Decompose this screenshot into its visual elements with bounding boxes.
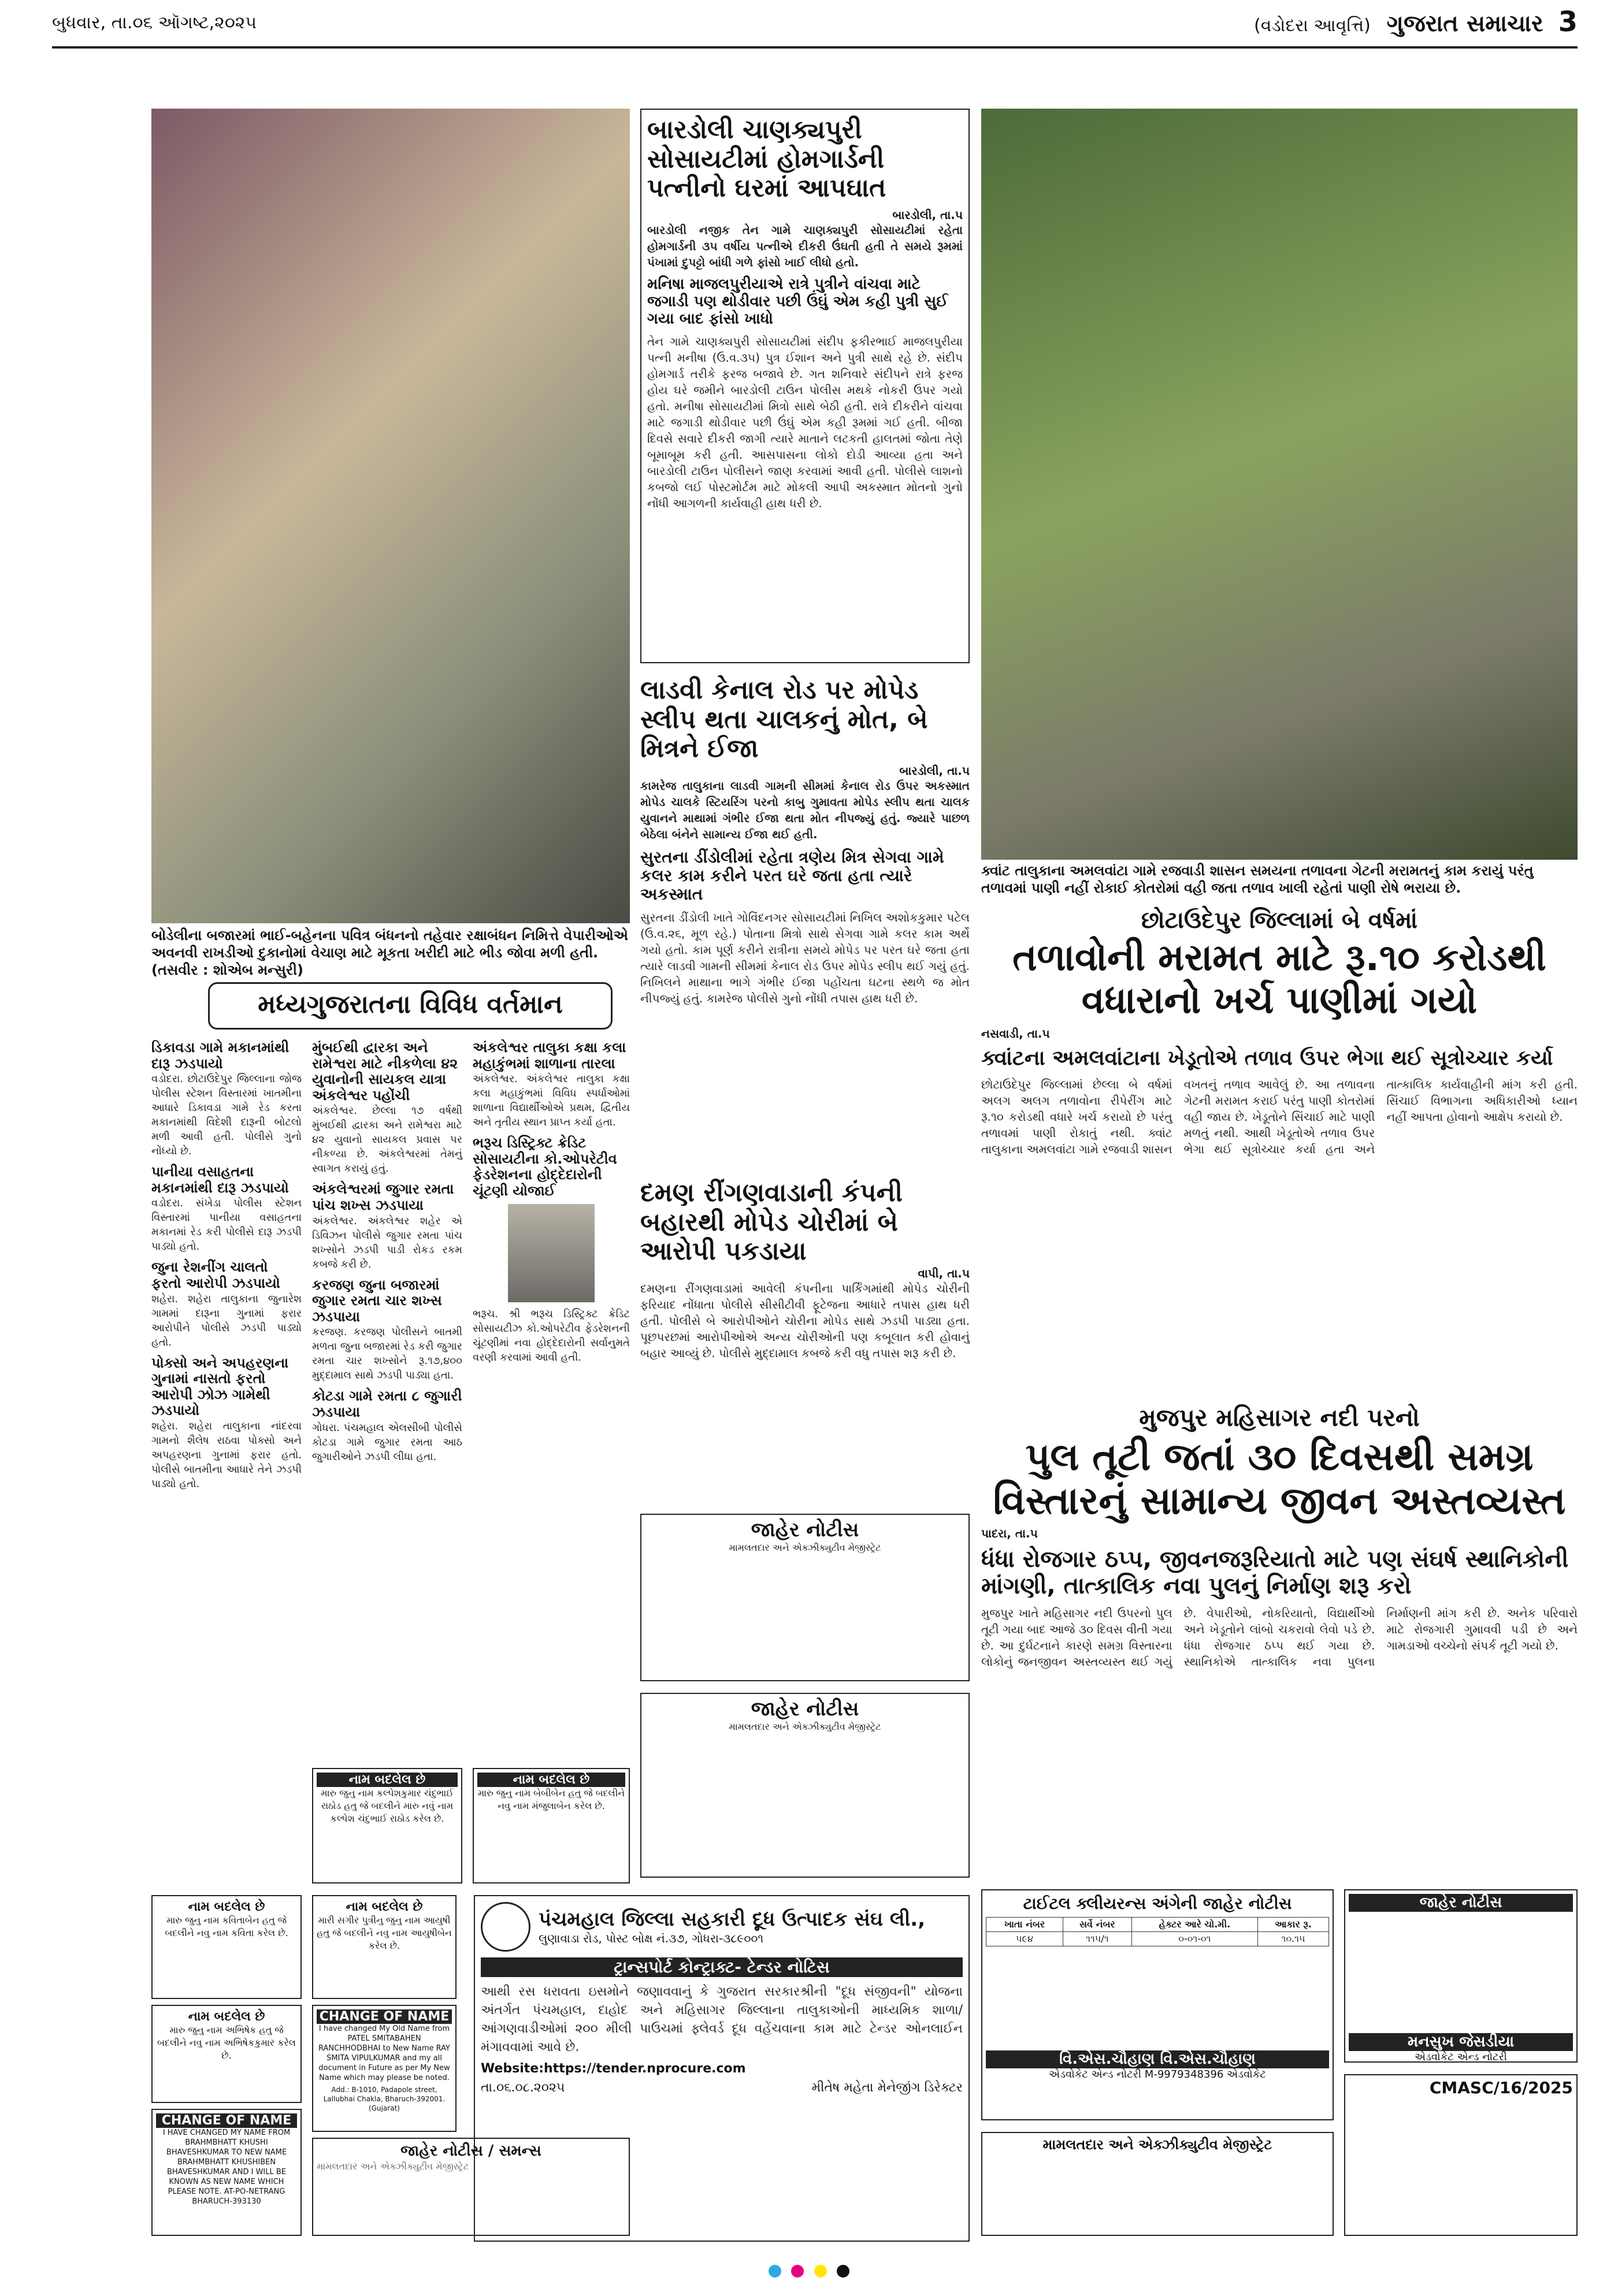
story-mujpur-bridge xyxy=(981,1404,1578,1878)
notice-box-center-1 xyxy=(640,1514,970,1681)
advocate-sub-2: એડવોકેટ એન્ડ નોટરી xyxy=(1415,2051,1507,2063)
brief-text: શહેરા. શહેરા તાલુકાના જુનારેશ ગામમાં દારૂના ગુનામાં ફરાર આરોપીને પોલીસે ઝડપી પાડ્યો હતો. xyxy=(151,1292,302,1348)
story2-subhead: સુરતના ડીંડોલીમાં રહેતા ત્રણેય મિત્ર સેગવા ગામે કલર કામ કરીને પરત ઘરે જતા હતા ત્યારે અકસ્માત xyxy=(640,847,944,904)
story-daman-moped xyxy=(640,1179,970,1502)
brief-text: અંકલેશ્વર. અંકલેશ્વર શહેર એ ડિવિઝન પોલીસે જુગાર રમતા પાંચ શખ્સોને ઝડપી પાડી રોકડ રકમ કબજે કરી છે. xyxy=(312,1214,462,1270)
dairy-logo-icon xyxy=(481,1902,530,1952)
brief-text: ગોધરા. પંચમહાલ એલસીબી પોલીસે કોટડા ગામે જુગાર રમતા આઠ જુગારીઓને ઝડપી લીધા હતા. xyxy=(312,1421,462,1463)
story5-kicker: મુજપુર મહિસાગર નદી પરનો xyxy=(1139,1403,1420,1432)
survey-header: સર્વે નંબર xyxy=(1063,1918,1131,1932)
tender-address: લુણાવાડા રોડ, પોસ્ટ બોક્ષ નં.૩૭, ગોધરા-૩૮૯૦૦૧ xyxy=(539,1931,764,1945)
print-registration-marks xyxy=(0,2265,1618,2288)
brief-title: ભરૂચ ડિસ્ટ્રિક્ટ ક્રેડિટ સોસાયટીના કો.ઓપરેટીવ ફેડરેશનના હોદ્દેદારોની ચૂંટણી યોજાઈ xyxy=(473,1135,617,1199)
masthead xyxy=(1254,6,1578,38)
story1-dateline: બારડોલી, તા.૫ xyxy=(892,207,963,222)
advocate-name-1: વિ.એસ.ચૌહાણ વિ.એસ.ચૌહાણ xyxy=(986,2050,1329,2068)
brief-text: વડોદરા. સંખેડા પોલીસ સ્ટેશન વિસ્તારમાં પાનીયા વસાહતના મકાનમાં રેડ કરી પોલીસે દારૂ ઝડપી પાડ્યો હતો. xyxy=(151,1197,302,1253)
story3-body: દમણના રીંગણવાડામાં આવેલી કંપનીના પાર્કિંગમાંથી મોપેડ ચોરીની ફરિયાદ નોંધાતા પોલીસે સીસીટીવી ફૂટેજના આધારે તપાસ હાથ ધરી હતી. પોલીસે બે આરોપીઓને ચોરીના મોપેડ સાથે ઝડપી પાડ્યા હતા. પૂછપરછમાં આરોપીઓએ અન્ય ચોરીઓની પણ કબૂલાત કરી હોવાનું બહાર આવ્યું છે. પોલીસે મુદ્દામાલ કબજે કરી વધુ તપાસ શરૂ કરી છે. xyxy=(640,1281,970,1360)
tender-header xyxy=(481,1902,963,1952)
brief-title: ડિકાવડા ગામે મકાનમાંથી દારૂ ઝડપાયો xyxy=(151,1039,290,1072)
tender-org: પંચમહાલ જિલ્લા સહકારી દૂધ ઉત્પાદક સંઘ લી., xyxy=(539,1908,926,1931)
change-of-name-title: CHANGE OF NAME xyxy=(317,2009,452,2024)
notice-title: જાહેર નોટીસ xyxy=(751,1697,859,1721)
notice-title: જાહેર નોટીસ xyxy=(751,1518,859,1541)
talav-gate-photo xyxy=(981,109,1578,860)
header-rule xyxy=(52,46,1578,49)
advocate-name-2: મનસુખ જેસડીયા xyxy=(1349,2033,1573,2051)
story-homeguard-wife xyxy=(640,109,970,663)
tender-signer: મીતેષ મહેતા મેનેજીંગ ડિરેક્ટર xyxy=(811,2080,963,2095)
brief-text: અંકલેશ્વર. અંકલેશ્વર તાલુકા કક્ષા કલા મહાકુંભમાં વિવિધ સ્પર્ધાઓમાં શાળાના વિદ્યાર્થીઓએ પ્રથમ, દ્વિતીય અને તૃતીય સ્થાન પ્રાપ્ત કર્યા હતા. xyxy=(473,1073,630,1129)
name-change-box xyxy=(312,1768,462,1883)
notice-box-center-2 xyxy=(640,1693,970,1878)
name-change-text: મારુ જુનુ નામ કવિતાબેન હતુ જે બદલીને નવુ નામ કવિતા કરેલ છે. xyxy=(165,1915,288,1938)
name-change-text: મારી સગીર પુત્રીનુ જુનુ નામ આયુષી હતુ જે બદલીને નવુ નામ આયુષીબેન કરેલ છે. xyxy=(317,1915,452,1951)
brief-title: અંકલેશ્વર તાલુકા કક્ષા કલા મહાકુંભમાં શાળાના તારલા xyxy=(473,1039,626,1072)
survey-cell: ૧૦.૧૫ xyxy=(1258,1932,1329,1946)
jaher-samans-title: જાહેર નોટીસ / સમન્સ xyxy=(400,2142,541,2160)
cmasc-notice xyxy=(1344,2074,1578,2236)
brief-title: પાનીયા વસાહતના મકાનમાંથી દારૂ ઝડપાયો xyxy=(151,1164,289,1196)
edition-label: (વડોદરા આવૃત્તિ) xyxy=(1254,16,1371,36)
tender-title: ટ્રાન્સપોર્ટ કોન્ટ્રાક્ટ- ટેન્ડર નોટિસ xyxy=(481,1957,963,1977)
survey-cell: ૦-૦૧-૦૧ xyxy=(1131,1932,1257,1946)
brief-title: કોટડા ગામે રમતા ૮ જુગારી ઝડપાયા xyxy=(312,1388,462,1420)
story2-headline: લાડવી કેનાલ રોડ પર મોપેડ સ્લીપ થતા ચાલકનું મોત, બે મિત્રને ઈજા xyxy=(640,675,928,764)
brief-text: કરજણ. કરજણ પોલીસને બાતમી મળતા જુના બજારમાં રેડ કરી જુગાર રમતા ચાર શખ્સોને રૂ.૧૭,૪૦૦ મુદ્દામાલ સાથે ઝડપી પાડ્યા હતા. xyxy=(312,1326,462,1382)
brief-text: શહેરા. શહેરા તાલુકાના નાંદરવા ગામનો શૈલેષ રાઠવા પોક્સો અને અપહરણના ગુનામાં ફરાર હતો. પોલીસે બાતમીના આધારે તેને ઝડપી પાડ્યો હતો. xyxy=(151,1420,302,1490)
story5-body: મુજપુર ખાતે મહિસાગર નદી ઉપરનો પુલ તૂટી ગયા બાદ આજે ૩૦ દિવસ વીતી ગયા છે. આ દુર્ઘટનાને કારણે સમગ્ર વિસ્તારના લોકોનું જનજીવન અસ્તવ્યસ્ત થઈ ગયું છે. વેપારીઓ, નોકરિયાતો, વિદ્યાર્થીઓ અને ખેડૂતોને લાંબો ચકરાવો લેવો પડે છે. ધંધા રોજગાર ઠપ્પ થઈ ગયા છે. સ્થાનિકોએ તાત્કાલિક નવા પુલના નિર્માણની માંગ કરી છે. અનેક પરિવારો માટે રોજગારી ગુમાવવી પડી છે અને ગામડાઓ વચ્ચેનો સંપર્ક તૂટી ગયો છે. xyxy=(981,1606,1578,1669)
photo-left-caption xyxy=(151,927,630,978)
story-ladvi-canal xyxy=(640,676,970,1161)
name-change-box xyxy=(312,1895,457,1999)
survey-header: ખાતા નંબર xyxy=(986,1918,1063,1932)
name-change-label: નામ બદલેલ છે xyxy=(188,1900,265,1914)
registration-dot-icon xyxy=(769,2265,781,2278)
name-change-label: નામ બદલેલ છે xyxy=(477,1773,625,1787)
notice-subtitle: મામલતદાર અને એક્ઝીક્યુટીવ મેજીસ્ટ્રેટ xyxy=(729,1542,881,1553)
brief-text: અંકલેશ્વર. છેલ્લા ૧૭ વર્ષથી મુંબઈથી દ્વારકા અને રામેશ્વરા માટે ૪૨ યુવાનો સાયકલ પ્રવાસ પર નીકળ્યા છે. અંકલેશ્વરમાં તેમનું સ્વાગત કરાયું હતું. xyxy=(312,1105,462,1175)
survey-header: આકાર રૂ. xyxy=(1258,1918,1329,1932)
jaher-notice-title: જાહેર નોટીસ xyxy=(1349,1894,1573,1912)
issue-date: બુધવાર, તા.૦૬ ઑગષ્ટ,૨૦૨૫ xyxy=(52,13,257,33)
story3-dateline: વાપી, તા.૫ xyxy=(918,1266,970,1280)
registration-dot-icon xyxy=(814,2265,827,2278)
story1-lead: બારડોલી નજીક તેન ગામે ચાણક્યપુરી સોસાયટીમાં રહેતા હોમગાર્ડની ૩૫ વર્ષીય પત્નીએ દીકરી ઉંઘતી હતી તે સમયે રૂમમાં પંખામાં દુપટ્ટો બાંધી ગળે ફાંસો ખાઈ લીધો હતો. xyxy=(647,222,963,269)
story2-lead: કામરેજ તાલુકાના લાડવી ગામની સીમમાં કેનાલ રોડ ઉપર અકસ્માત મોપેડ ચાલકે સ્ટિયરિંગ પરનો કાબુ ગુમાવતા મોપેડ સ્લીપ થતા ચાલક યુવાનને માથામાં ગંભીર ઈજા થતા મોત નીપજ્યું હતું. જ્યારે પાછળ બેઠેલા બંનેને સામાન્ય ઈજા થઈ હતી. xyxy=(640,778,970,841)
story1-subhead: મનિષા માજલપુરીયાએ રાત્રે પુત્રીને વાંચવા માટે જગાડી પણ થોડીવાર પછી ઉંઘું એમ કહી પુત્રી સુઈ ગયા બાદ ફાંસો ખાધો xyxy=(647,275,948,328)
change-of-name-address: Add.: B-1010, Padapole street, Lallubhai Chakla, Bharuch-392001. (Gujarat) xyxy=(323,2086,446,2112)
brief-title: અંકલેશ્વરમાં જુગાર રમતા પાંચ શખ્સ ઝડપાયા xyxy=(312,1181,454,1213)
story5-dateline: પાદરા, તા.૫ xyxy=(981,1526,1038,1541)
tender-footer xyxy=(481,2080,963,2095)
change-of-name-title: CHANGE OF NAME xyxy=(156,2113,297,2128)
tender-date: તા.૦૬.૦૮.૨૦૨૫ xyxy=(481,2080,565,2095)
story-talav-repair xyxy=(981,907,1578,1398)
jaher-samans-title-repeat: મામલતદાર અને એક્ઝીક્યુટીવ મેજીસ્ટ્રેટ xyxy=(317,2161,469,2172)
title-clearance-heading: ટાઈટલ ક્લીયરન્સ અંગેની જાહેર નોટીસ xyxy=(1023,1894,1292,1913)
brief-text: વડોદરા. છોટાઉદેપુર જિલ્લાના જોજ પોલીસ સ્ટેશન વિસ્તારમાં ખાતમીના આધારે ડિકાવડા ગામે રેડ કરતા મકાનમાંથી વિદેશી દારૂની બોટલો મળી આવી હતી. પોલીસે ગુનો નોંધ્યો છે. xyxy=(151,1073,302,1158)
brief-title: કરજણ જુના બજારમાં જુગાર રમતા ચાર શખ્સ ઝડપાયા xyxy=(312,1276,442,1325)
story5-subhead: ધંધા રોજગાર ઠપ્પ, જીવનજરૂરિયાતો માટે પણ સંઘર્ષ સ્થાનિકોની માંગણી, તાત્કાલિક નવા પુલનું નિર્માણ શરૂ કરો xyxy=(981,1546,1569,1600)
story2-body: સુરતના ડીંડોલી ખાતે ગોવિંદનગર સોસાયટીમાં નિખિલ અશોકકુમાર પટેલ (ઉ.વ.૨૬, મૂળ રહે.) પોતાના મિત્રો સાથે સેગવા ગામે કલર કામ અર્થે ગયો હતો. કામ પૂર્ણ કરીને રાત્રીના સમયે મોપેડ પર પરત ઘરે જતા હતા ત્યારે લાડવી ગામની સીમમાં કેનાલ રોડ ઉપર મોપેડ સ્લીપ થઈ ગયું હતું. નિખિલને માથાના ભાગે ગંભીર ઈજા પહોંચતા ઘટના સ્થળે જ મોત નીપજ્યું હતું. કામરેજ પોલીસે ગુનો નોંધી તપાસ હાથ ધરી છે. xyxy=(640,911,970,1006)
survey-header: હેક્ટર આરે ચો.મી. xyxy=(1131,1918,1257,1932)
story4-headline: તળાવોની મરામત માટે રૂ.૧૦ કરોડથી વધારાનો ખર્ચ પાણીમાં ગયો xyxy=(1012,937,1546,1022)
title-clearance-notice xyxy=(981,1889,1334,2120)
change-of-name-text: I have changed My Old Name from PATEL SMITABAHEN RANCHHODBHAI to New Name RAY SMITA VIPULKUMAR and my all document in Future as per My New Name which may please be noted. xyxy=(318,2024,451,2082)
section-title: મધ્યગુજરાતના વિવિધ વર્તમાન xyxy=(208,982,613,1030)
rakhi-market-photo xyxy=(151,109,630,923)
story2-dateline: બારડોલી, તા.૫ xyxy=(899,763,970,778)
change-of-name-box-1 xyxy=(312,2005,457,2132)
registration-dot-icon xyxy=(837,2265,849,2278)
brief-title: જુના રેશનીંગ ચાલતો ફરતો આરોપી ઝડપાયો xyxy=(151,1259,280,1291)
mamlatdar-title: મામલતદાર અને એક્ઝીક્યુટીવ મેજીસ્ટ્રેટ xyxy=(1042,2137,1272,2153)
story5-headline: પુલ તૂટી જતાં ૩૦ દિવસથી સમગ્ર વિસ્તારનું સામાન્ય જીવન અસ્તવ્યસ્ત xyxy=(993,1435,1566,1524)
page-number: 3 xyxy=(1558,6,1578,38)
story1-body: તેન ગામે ચાણક્યપુરી સોસાયટીમાં સંદીપ ફકીરભાઈ માજલપુરીયા પત્ની મનીષા (ઉ.વ.૩૫) પુત્ર ઈશાન અને પુત્રી સાથે રહે છે. સંદીપ હોમગાર્ડ તરીકે ફરજ બજાવે છે. ગત શનિવારે સંદીપને રાત્રે ફરજ હોય ઘરે જમીને બારડોલી ટાઉન પોલીસ મથકે નોકરી ઉપર ગયો હતો. મનીષા સોસાયટીમાં મિત્રો સાથે બેઠી હતી. રાત્રે દીકરીને વાંચવા માટે જગાડી થોડીવાર પછી ઉંઘું એમ કહી રૂમમાં ગઈ હતી. બીજા દિવસે સવારે દીકરી જાગી ત્યારે માતાને લટકતી હાલતમાં જોતા તેણે બૂમાબૂમ કરી હતી. આસપાસના લોકો દોડી આવ્યા હતા અને બારડોલી ટાઉન પોલીસને જાણ કરવામાં આવી હતી. પોલીસે લાશનો કબજો લઈ પોસ્ટમોર્ટમ માટે મોકલી આપી અકસ્માત મોતનો ગુનો નોંધી આગળની કાર્યવાહી હાથ ધરી છે. xyxy=(647,335,963,511)
change-of-name-text: I HAVE CHANGED MY NAME FROM BRAHMBHATT KHUSHI BHAVESHKUMAR TO NEW NAME BRAHMBHATT KHUSHIBEN BHAVESHKUMAR AND I WILL BE KNOWN AS NEW NAME WHICH PLEASE NOTE. AT-PO-NETRANG BHARUCH-393130 xyxy=(162,2128,291,2206)
name-change-label: નામ બદલેલ છે xyxy=(317,1773,458,1787)
advocate-sub-1: એડવોકેટ એન્ડ નોટરી M-9979348396 એડવોકેટ xyxy=(1049,2068,1266,2080)
name-change-box xyxy=(151,2005,302,2103)
mamlatdar-notice xyxy=(981,2132,1334,2236)
name-change-text: મારુ જુનુ નામ બેબીબેન હતુ જે બદલીને નવુ નામ મંજુલાબેન કરેલ છે. xyxy=(477,1788,625,1811)
name-change-text: મારુ જુનુ નામ કલ્પેશકુમાર ચંદુભાઈ રાઠોડ હતુ જે બદલીને મારુ નવું નામ કલ્પેશ ચંદુભાઈ રાઠોડ કરેલ છે. xyxy=(321,1788,454,1824)
brief-title: મુંબઈથી દ્વારકા અને રામેશ્વરા માટે નીકળેલા ૪૨ યુવાનોની સાયકલ યાત્રા અંકલેશ્વર પહોંચી xyxy=(312,1039,458,1104)
story4-subhead: ક્વાંટના અમલવાંટાના ખેડૂતોએ તળાવ ઉપર ભેગા થઈ સૂત્રોચ્ચાર કર્યા xyxy=(981,1046,1553,1071)
brief-column-1 xyxy=(151,1040,302,1762)
caption-text: બોડેલીના બજારમાં ભાઈ-બહેનના પવિત્ર બંધનનો તહેવાર રક્ષાબંધન નિમિત્તે વેપારીઓએ અવનવી રાખડીઓ દુકાનોમાં વેચાણ માટે મૂકતા ખરીદી માટે ભીડ જોવા મળી હતી. xyxy=(151,927,628,961)
tender-body: આથી રસ ધરાવતા ઇસમોને જણાવવાનું કે ગુજરાત સરકારશ્રીની "દૂધ સંજીવની" યોજના અંતર્ગત પંચમહાલ, દાહોદ અને મહિસાગર જિલ્લાના તાલુકાઓની માધ્યમિક શાળા/આંગણવાડીઓમાં ૨૦૦ મીલી પાઉચમાં ફ્લેવર્ડ દૂધ વહેંચવાના કામ માટે ટેન્ડર ઓનલાઈન મંગાવવામાં આવે છે. xyxy=(481,1985,963,2054)
person-photo xyxy=(508,1204,595,1302)
change-of-name-box-2 xyxy=(151,2109,302,2236)
brand-name: ગુજરાત સમાચાર xyxy=(1386,10,1543,37)
name-change-box xyxy=(151,1895,302,1999)
name-change-text: મારુ જુનુ નામ અભિષેક હતુ જે બદલીને નવુ નામ અભિષેકકુમાર કરેલ છે. xyxy=(157,2024,296,2061)
story4-kicker: છોટાઉદેપુર જિલ્લામાં બે વર્ષમાં xyxy=(1141,907,1418,934)
jaher-notice-right xyxy=(1344,1889,1578,2063)
survey-cell: ૧૧૫/૧ xyxy=(1063,1932,1131,1946)
brief-text: ભરૂચ. શ્રી ભરૂચ ડિસ્ટ્રિક્ટ ક્રેડિટ સોસાયટીઝ કો.ઓપરેટીવ ફેડરેશનની ચૂંટણીમાં નવા હોદ્દેદારોની સર્વાનુમતે વરણી કરવામાં આવી હતી. xyxy=(473,1307,630,1364)
notice-subtitle: મામલતદાર અને એક્ઝીક્યુટીવ મેજીસ્ટ્રેટ xyxy=(729,1721,881,1732)
survey-cell: ૫૯૪ xyxy=(986,1932,1063,1946)
tender-website: Website:https://tender.nprocure.com xyxy=(481,2061,746,2076)
name-change-label: નામ બદલેલ છે xyxy=(188,2009,265,2024)
brief-column-2 xyxy=(312,1040,462,1762)
brief-title: પોક્સો અને અપહરણના ગુનામાં નાસતો ફરતો આરોપી ઝોઝ ગામેથી ઝડપાયો xyxy=(151,1354,289,1419)
name-change-box xyxy=(473,1768,630,1883)
photo-credit: (તસવીર : શોએબ મન્સુરી) xyxy=(151,962,303,978)
story4-dateline: નસવાડી, તા.૫ xyxy=(981,1027,1050,1041)
photo-right-caption: ક્વાંટ તાલુકાના અમલવાંટા ગામે રજવાડી શાસન સમયના તળાવના ગેટની મરામતનું કામ કરાયું પરંતુ તળાવમાં પાણી નહીં રોકાઈ કોતરોમાં વહી જતા તળાવ ખાલી રહેતાં પાણી રોષે ભરાયા છે. xyxy=(981,863,1534,896)
story4-body: છોટાઉદેપુર જિલ્લામાં છેલ્લા બે વર્ષમાં અલગ અલગ તળાવોના રીપેરીંગ માટે રૂ.૧૦ કરોડથી વધારે ખર્ચ કરાયો છે પરંતુ તળાવમાં પાણી રોકાતું નથી. ક્વાંટ તાલુકાના અમલવાંટા ગામે રજવાડી શાસન વખતનું તળાવ આવેલું છે. આ તળાવના ગેટની મરામત કરાઈ પરંતુ પાણી કોતરોમાં વહી જાય છે. ખેડૂતોને સિંચાઈ માટે પાણી મળતું નથી. આથી ખેડૂતોએ તળાવ ઉપર ભેગા થઈ સૂત્રોચ્ચાર કર્યા હતા અને તાત્કાલિક કાર્યવાહીની માંગ કરી હતી. સિંચાઈ વિભાગના અધિકારીઓ ધ્યાન નહીં આપતા હોવાનો આક્ષેપ કરાયો છે. xyxy=(981,1077,1578,1156)
tender-notice xyxy=(474,1895,970,2242)
story1-headline: બારડોલી ચાણક્યપુરી સોસાયટીમાં હોમગાર્ડની પત્નીનો ઘરમાં આપઘાત xyxy=(647,115,886,203)
brief-column-3 xyxy=(473,1040,630,1762)
survey-table xyxy=(986,1917,1329,1946)
cmasc-number: CMASC/16/2025 xyxy=(1429,2078,1573,2097)
name-change-label: નામ બદલેલ છે xyxy=(346,1900,423,1914)
story3-headline: દમણ રીંગણવાડાની કંપની બહારથી મોપેડ ચોરીમાં બે આરોપી પકડાયા xyxy=(640,1178,903,1266)
registration-dot-icon xyxy=(791,2265,804,2278)
